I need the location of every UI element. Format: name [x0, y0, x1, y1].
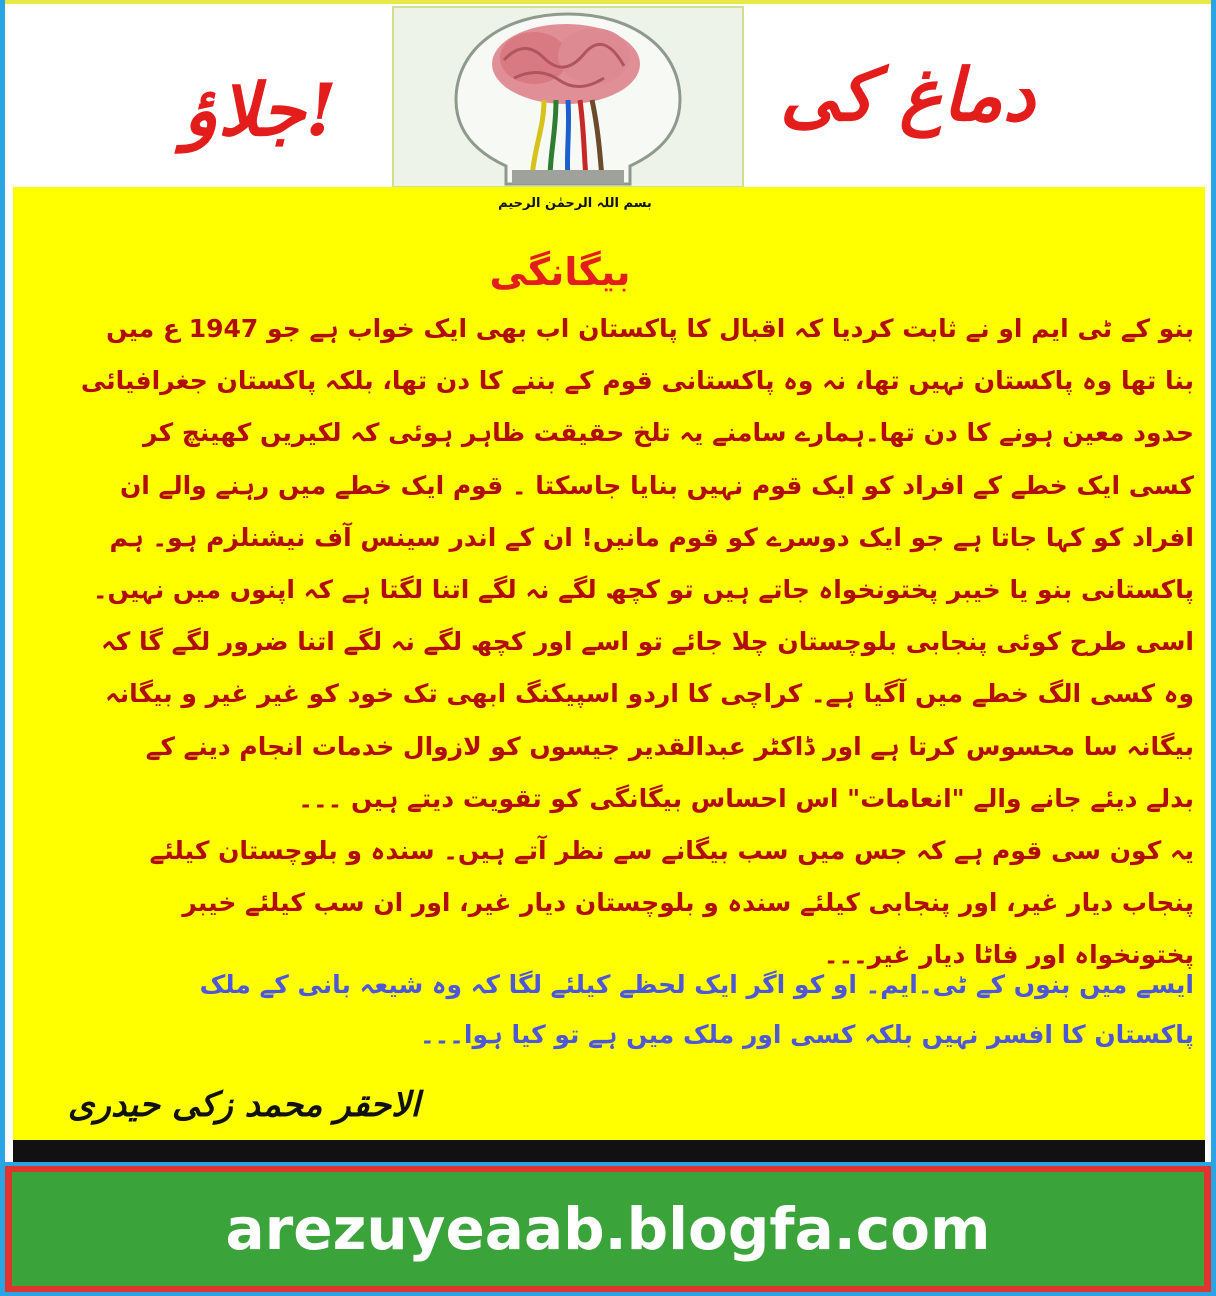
paragraph-line: حدود معین ہونے کا دن تھا۔ہمارے سامنے یہ تلخ حقیقت ظاہر ہوئی کہ لکیریں کھینچ کر	[143, 418, 1194, 448]
paragraph-line: پاکستانی بنو یا خیبر پختونخواہ جاتے ہیں تو کچھ لگے نہ لگے اتنا لگتا ہے کہ اپنوں میں نہیں۔	[92, 574, 1194, 604]
header-title-right: دماغ کی	[780, 52, 1035, 137]
paragraph-line: بیگانہ سا محسوس کرتا ہے اور ڈاکٹر عبدالقدیر جیسوں کو لازوال خدمات انجام دینے کے	[145, 731, 1194, 761]
paragraph-line: پختونخواہ اور فاٹا دیار غیر۔۔۔	[823, 940, 1194, 970]
author-signature: الاحقر محمد زکی حیدری	[67, 1085, 420, 1125]
main-paragraph	[26, 303, 1194, 981]
brain-bulb-image	[392, 6, 744, 188]
paragraph-line: افراد کو کہا جاتا ہے جو ایک دوسرے کو قوم مانیں! ان کے اندر سینس آف نیشنلزم ہو۔ ہم	[109, 522, 1194, 552]
paragraph-line: یہ کون سی قوم ہے کہ جس میں سب بیگانے سے نظر آتے ہیں۔ سندہ و بلوچستان کیلئے	[149, 835, 1194, 865]
paragraph-line: بنو کے ٹی ایم او نے ثابت کردیا کہ اقبال کا پاکستان اب بھی ایک خواب ہے جو 1947 ع میں	[106, 314, 1194, 343]
header-title-left: جلاؤ!	[183, 67, 337, 152]
paragraph-line: اسی طرح کوئی پنجابی بلوچستان چلا جائے تو اسے اور کچھ لگے نہ لگے اتنا ضرور لگے گا کہ	[101, 627, 1194, 657]
paragraph-line: وہ کسی الگ خطے میں آگیا ہے۔ کراچی کا اردو اسپیکنگ ابھی تک خود کو غیر غیر و بیگانہ	[105, 679, 1194, 709]
closing-paragraph	[26, 960, 1194, 1060]
frame-right-edge	[1211, 0, 1216, 1296]
paragraph-line: بنا تھا وہ پاکستان نہیں تھا، نہ وہ پاکستانی قوم کے بننے کا دن تھا، بلکہ پاکستان جغرافیائی	[80, 366, 1194, 396]
bismillah-text: بسم اللہ الرحمٰن الرحیم	[498, 196, 652, 211]
frame-left-edge	[0, 0, 5, 1296]
paragraph-line: بدلے دیئے جانے والے "انعامات" اس احساس بیگانگی کو تقویت دیتے ہیں ۔۔۔	[298, 783, 1194, 813]
article-heading: بیگانگی	[489, 250, 631, 294]
panel-divider	[13, 1140, 1205, 1162]
paragraph-line: پنجاب دیار غیر، اور پنجابی کیلئے سندہ و بلوچستان دیار غیر، اور ان سب کیلئے خیبر	[182, 888, 1194, 918]
closing-line: ایسے میں بنوں کے ٹی۔ایم۔ او کو اگر ایک لحظے کیلئے لگا کہ وہ شیعہ بانی کے ملک	[199, 970, 1194, 999]
footer-url-link[interactable]: arezuyeaab.blogfa.com	[225, 1195, 991, 1263]
paragraph-line: کسی ایک خطے کے افراد کو ایک قوم نہیں بنایا جاسکتا ۔ قوم ایک خطے میں رہنے والے ان	[119, 470, 1194, 500]
lightbulb-brain-icon	[394, 8, 742, 186]
closing-line: پاکستان کا افسر نہیں بلکہ کسی اور ملک میں ہے تو کیا ہوا۔۔۔	[419, 1020, 1194, 1049]
